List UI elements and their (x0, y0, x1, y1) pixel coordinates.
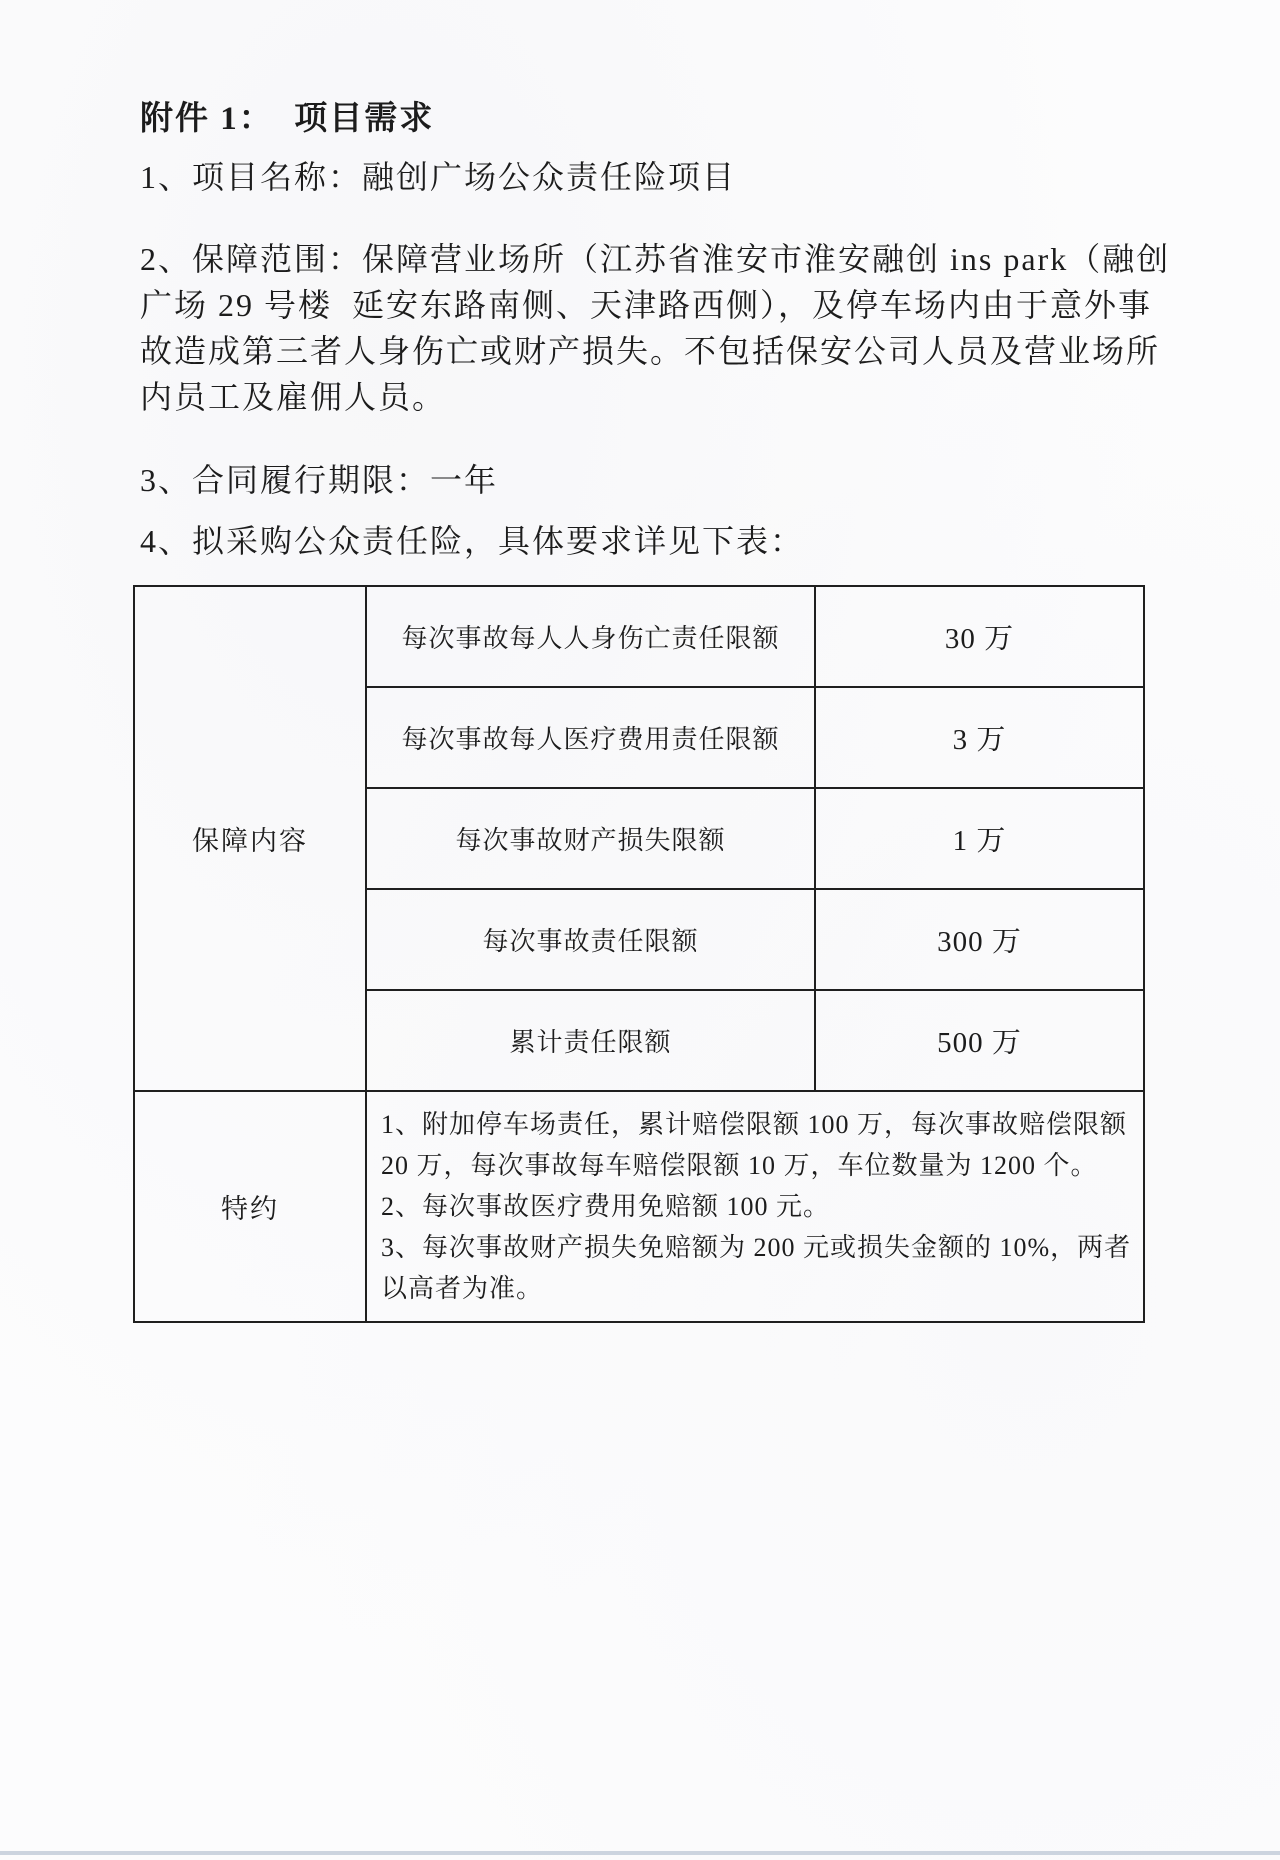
coverage-value-cell: 300 万 (815, 889, 1144, 990)
coverage-value-cell: 3 万 (815, 687, 1144, 788)
table-row (134, 586, 1144, 687)
coverage-label-cell: 每次事故每人医疗费用责任限额 (366, 687, 815, 788)
coverage-value-cell: 1 万 (815, 788, 1144, 889)
attachment-title: 附件 1： 项目需求 (140, 101, 435, 137)
coverage-value-cell: 500 万 (815, 990, 1144, 1091)
table-row-special (134, 1091, 1144, 1322)
special-provision-item: 3、每次事故财产损失免赔额为 200 元或损失金额的 10%，两者以高者为准。 (381, 1233, 1132, 1303)
coverage-label-cell: 每次事故每人人身伤亡责任限额 (366, 586, 815, 687)
special-provisions-cell (366, 1091, 1144, 1322)
coverage-label-cell: 每次事故财产损失限额 (366, 788, 815, 889)
special-provisions-header-cell: 特约 (134, 1091, 366, 1322)
paragraph-line: 2、保障范围：保障营业场所（江苏省淮安市淮安融创 ins park（融创 (140, 241, 1171, 277)
paragraph-line: 内员工及雇佣人员。 (140, 379, 447, 415)
contract-term-item: 3、合同履行期限：一年 (140, 462, 499, 498)
paragraph-line: 故造成第三者人身伤亡或财产损失。不包括保安公司人员及营业场所 (140, 333, 1161, 369)
special-provision-item: 2、每次事故医疗费用免赔额 100 元。 (381, 1192, 831, 1221)
procurement-item: 4、拟采购公众责任险，具体要求详见下表： (140, 523, 805, 559)
coverage-content-header-cell: 保障内容 (134, 586, 366, 1091)
requirements-table (133, 585, 1145, 1323)
paragraph-line: 广场 29 号楼 延安东路南侧、天津路西侧），及停车场内由于意外事 (140, 287, 1153, 323)
scan-edge-line (0, 1851, 1280, 1855)
project-name-item: 1、项目名称：融创广场公众责任险项目 (140, 159, 737, 195)
coverage-value-cell: 30 万 (815, 586, 1144, 687)
coverage-label-cell: 每次事故责任限额 (366, 889, 815, 990)
coverage-scope-paragraph (140, 236, 1170, 420)
coverage-label-cell: 累计责任限额 (366, 990, 815, 1091)
special-provision-item: 1、附加停车场责任，累计赔偿限额 100 万，每次事故赔偿限额 20 万，每次事故每车赔偿限额 10 万，车位数量为 1200 个。 (381, 1110, 1128, 1180)
